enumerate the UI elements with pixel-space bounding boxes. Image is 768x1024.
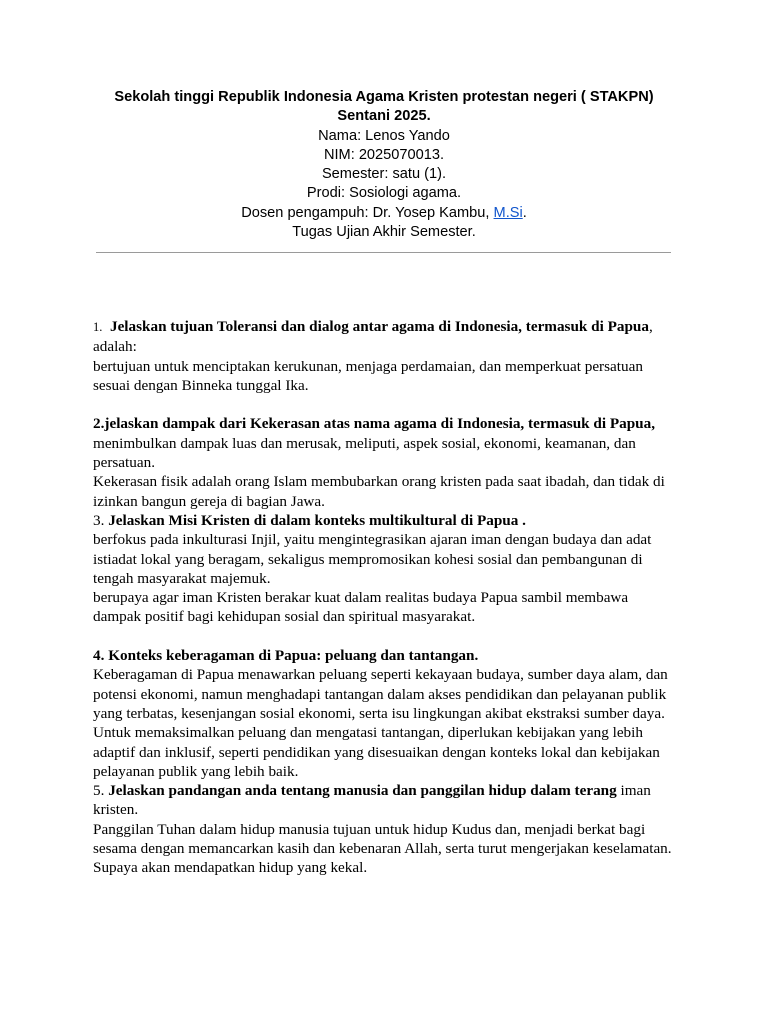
question-text: 2.jelaskan dampak dari Kekerasan atas nama agama di Indonesia, termasuk di Papua, [93, 415, 656, 433]
question-2 [93, 414, 678, 433]
semester: Semester: satu (1). [321, 166, 447, 183]
question-1 [93, 317, 678, 357]
question-tail: , adalah: [93, 318, 653, 356]
institution-title: Sekolah tinggi Republik Indonesia Agama Kristen protestan negeri ( STAKPN) Sentani 2025. [114, 89, 654, 125]
answer-paragraph: Untuk memaksimalkan peluang dan mengatasi tantangan, diperlukan kebijakan yang lebih adaptif dan inklusif, seperti pendidikan yang disesuaikan dengan konteks lokal dan kebijakan pelayanan publik yang lebih baik. [93, 724, 660, 780]
answer-paragraph: Kekerasan fisik adalah orang Islam membubarkan orang kristen pada saat ibadah, dan tidak di izinkan bangun gereja di bagian Jawa. [93, 473, 665, 510]
lecturer-degree-link[interactable]: M.Si [493, 204, 523, 221]
question-number: 3. [93, 511, 105, 529]
lecturer-suffix: . [522, 204, 527, 221]
answer-paragraph: berupaya agar iman Kristen berakar kuat dalam realitas budaya Papua sambil membawa dampak positif bagi kehidupan sosial dan spiritual masyarakat. [93, 589, 629, 626]
answer-paragraph: berfokus pada inkulturasi Injil, yaitu mengintegrasikan ajaran iman dengan budaya dan adat istiadat lokal yang beragam, sekaligus mempromosikan kohesi sosial dan pembangunan di tengah masyarakat majemuk. [93, 531, 652, 587]
horizontal-divider [96, 252, 671, 253]
student-name: Nama: Lenos Yando [318, 127, 450, 144]
document-body [93, 317, 678, 878]
lecturer-name: Dosen pengampuh: Dr. Yosep Kambu, [241, 204, 494, 221]
answer-paragraph: menimbulkan dampak luas dan merusak, meliputi, aspek sosial, ekonomi, keamanan, dan persatuan. [93, 434, 636, 472]
answer-paragraph: Keberagaman di Papua menawarkan peluang seperti kekayaan budaya, sumber daya alam, dan potensi ekonomi, namun menghadapi tantangan dalam akses pendidikan dan pelayanan publik yang terbatas, kesenjangan sosial ekonomi, serta isu lingkungan akibat ekstraksi sumber daya. [93, 666, 668, 722]
question-text: Jelaskan tujuan Toleransi dan dialog antar agama di Indonesia, termasuk di Papua [109, 318, 649, 335]
question-number: 5. [93, 782, 105, 800]
question-number: 1. [93, 320, 103, 334]
blank-line [93, 627, 678, 646]
question-5 [93, 781, 678, 820]
study-program: Prodi: Sosiologi agama. [306, 185, 462, 202]
question-text: Jelaskan Misi Kristen di dalam konteks multikultural di Papua . [108, 511, 526, 529]
question-text: 4. Konteks keberagaman di Papua: peluang dan tantangan. [93, 647, 479, 665]
document-header [96, 88, 672, 242]
question-3 [93, 511, 678, 530]
lecturer [96, 204, 672, 223]
answer-paragraph: Panggilan Tuhan dalam hidup manusia tujuan untuk hidup Kudus dan, menjadi berkat bagi sesama dengan memancarkan kasih dan kebenaran Allah, serta turut mengerjakan keselamatan. Supaya akan mendapatkan hidup yang kekal. [93, 820, 672, 877]
assignment-title: Tugas Ujian Akhir Semester. [292, 224, 476, 241]
answer-paragraph: bertujuan untuk menciptakan kerukunan, menjaga perdamaian, dan memperkuat persatuan sesuai dengan Binneka tunggal Ika. [93, 357, 643, 394]
blank-line [93, 395, 678, 414]
question-tail: iman kristen. [93, 782, 651, 819]
student-nim: NIM: 2025070013. [323, 146, 445, 163]
question-4 [93, 646, 678, 665]
question-text: Jelaskan pandangan anda tentang manusia dan panggilan hidup dalam terang [108, 782, 617, 800]
